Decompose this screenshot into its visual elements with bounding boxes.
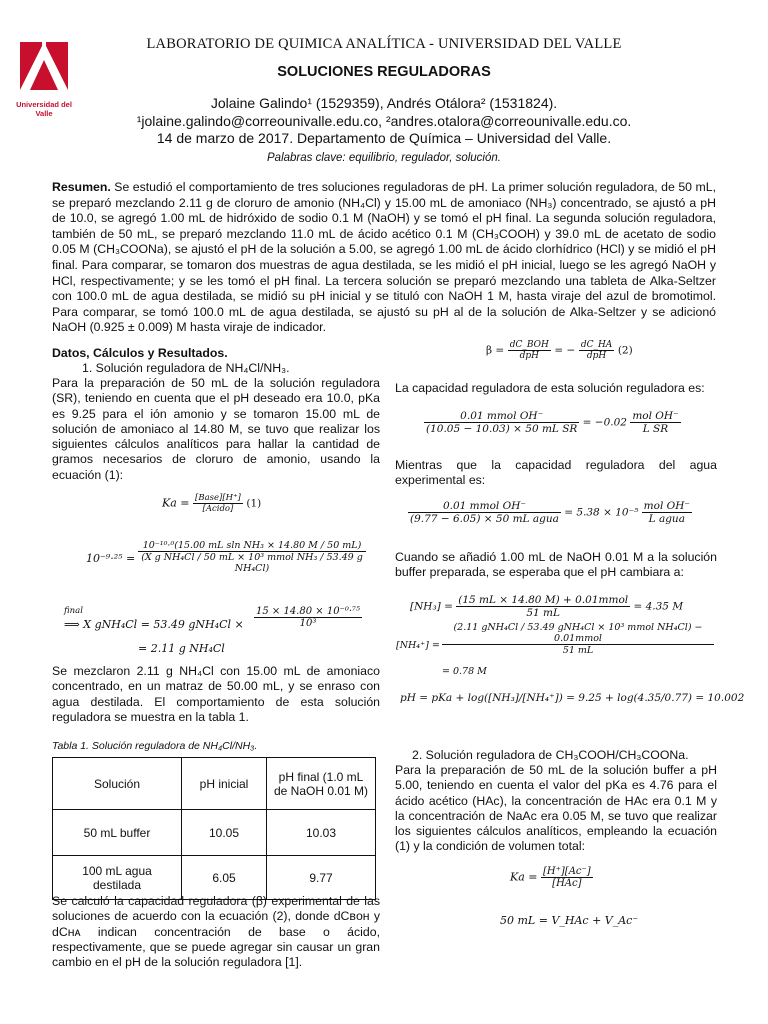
abstract-label: Resumen. <box>52 180 111 194</box>
equation-1 <box>162 493 261 514</box>
eqB-denominator: (9.77 − 6.05) × 50 mL agua <box>410 513 559 525</box>
equation-a <box>424 410 681 435</box>
eqD-lhs: [NH₄⁺] = <box>396 640 440 651</box>
equation-g: 50 mL = V_HAc + V_Ac⁻ <box>500 914 639 927</box>
beta-tag: (2) <box>617 344 633 357</box>
table-cell: 10.05 <box>182 810 267 856</box>
table-cell: 10.03 <box>267 810 376 856</box>
beta-num1: dC_BOH <box>509 340 549 350</box>
table-row <box>53 856 376 900</box>
eq3-denominator: 10³ <box>299 618 317 629</box>
logo-caption: Universidad del Valle <box>16 100 72 118</box>
equation-c <box>410 594 683 619</box>
eqB-mid: = 5.38 × 10⁻⁵ <box>564 506 639 519</box>
eq2-lhs: 10⁻⁹·²⁵ = <box>86 552 136 565</box>
table-row <box>53 810 376 856</box>
right-paragraph-1: La capacidad reguladora de esta solución reguladora es: <box>395 381 705 395</box>
eqB-unit-denominator: L agua <box>648 513 685 525</box>
left-paragraph-3: Se calculó la capacidad reguladora (β) experimental de las soluciones de acuerdo con la ecuación (2), donde dCʙᴏʜ y dCʜᴀ indican concentración de base o ácido, respectivamente, que se puede agregar sin causar un gran cambio en el pH de la solución reguladora [1]. <box>52 894 380 970</box>
eqD-result: = 0.78 M <box>442 666 487 677</box>
eq1-lhs: Ka = <box>162 496 190 510</box>
eqA-mid: = −0.02 <box>582 416 627 429</box>
right-paragraph-2: Mientras que la capacidad reguladora del agua experimental es: <box>395 458 717 488</box>
table-cell: 100 mL agua destilada <box>53 856 182 900</box>
eqA-unit-numerator: mol OH⁻ <box>632 410 679 422</box>
table-cell: 9.77 <box>267 856 376 900</box>
lab-heading: LABORATORIO DE QUIMICA ANALÍTICA - UNIVERSIDAD DEL VALLE <box>146 36 622 52</box>
paper-title: SOLUCIONES REGULADORAS <box>277 64 491 80</box>
equation-beta <box>486 340 633 361</box>
eqC-result: = 4.35 M <box>633 600 684 613</box>
eqA-denominator: (10.05 − 10.03) × 50 mL SR <box>426 423 578 435</box>
eq2-numerator: 10⁻¹⁰·⁰(15.00 mL sln NH₃ × 14.80 M / 50 mL) <box>138 540 366 552</box>
table-header-cell: Solución <box>53 758 182 810</box>
section-heading: Datos, Cálculos y Resultados. <box>52 346 228 360</box>
date-line: 14 de marzo de 2017. Departamento de Química – Universidad del Valle. <box>156 130 612 146</box>
table-cell: 50 mL buffer <box>53 810 182 856</box>
eq2-denominator: (X g NH₄Cl / 50 mL × 10³ mmol NH₃ / 53.49 g NH₄Cl) <box>141 552 363 574</box>
eqF-numerator: [H⁺][Ac⁻] <box>543 866 591 877</box>
abstract <box>52 180 716 336</box>
eqB-unit-numerator: mol OH⁻ <box>643 500 690 512</box>
left-paragraph-2: Se mezclaron 2.11 g NH₄Cl con 15.00 mL de amoniaco concentrado, en un matraz de 50.00 mL, y se enraso con agua destilada. El comportamiento de esta solución reguladora se muestra en la tabla 1. <box>52 664 380 724</box>
emails-line: ¹jolaine.galindo@correounivalle.edu.co, ²andres.otalora@correounivalle.edu.co. <box>136 113 632 129</box>
eqD-denominator: 51 mL <box>562 645 594 656</box>
eq3-line1: ⟹ X gNH₄Cl = 53.49 gNH₄Cl × <box>64 618 244 631</box>
right-paragraph-3: Cuando se añadió 1.00 mL de NaOH 0.01 M a la solución buffer preparada, se esperaba que el pH cambiara a: <box>395 550 717 580</box>
eq3-numerator: 15 × 14.80 × 10⁻⁰·⁷⁵ <box>256 606 361 617</box>
beta-mid: = − <box>554 344 576 357</box>
beta-num2: dC_HA <box>580 340 613 350</box>
eq3-line2: = 2.11 g NH₄Cl <box>138 642 225 655</box>
eq1-tag: (1) <box>246 497 262 510</box>
table-header-cell: pH final (1.0 mL de NaOH 0.01 M) <box>267 758 376 810</box>
eq1-denominator: [Ácido] <box>202 504 234 514</box>
table-1-caption: Tabla 1. Solución reguladora de NH₄Cl/NH₃. <box>52 740 258 752</box>
table-1 <box>52 757 376 900</box>
eqA-numerator: 0.01 mmol OH⁻ <box>424 410 579 423</box>
item-2-heading: 2. Solución reguladora de CH₃COOH/CH₃COONa. <box>412 748 689 762</box>
eqD-numerator: (2.11 gNH₄Cl / 53.49 gNH₄Cl × 10³ mmol NH₄Cl) − 0.01mmol <box>442 622 714 645</box>
equation-e: pH = pKa + log([NH₃]/[NH₄⁺]) = 9.25 + log(4.35/0.77) = 10.002 <box>400 692 745 704</box>
beta-den1: dpH <box>519 351 539 361</box>
eqF-lhs: Ka = <box>510 870 538 884</box>
eqC-denominator: 51 mL <box>526 607 560 619</box>
eqC-numerator: (15 mL × 14.80 M) + 0.01mmol <box>458 594 629 606</box>
table-header-row <box>53 758 376 810</box>
right-paragraph-4: Para la preparación de 50 mL de la solución buffer a pH 5.00, teniendo en cuenta el valor del pKa es 4.76 para el ácido acético (HAc), la concentración de HAc era 0.1 M y la concentración de NaAc era 0.05 M, se tuvo que realizar los siguientes cálculos analíticos, empleando la ecuación (1) y la condición de volumen total: <box>395 763 717 854</box>
authors-line: Jolaine Galindo¹ (1529359), Andrés Otálora² (1531824). <box>210 95 558 111</box>
beta-lhs: β = <box>486 344 505 357</box>
beta-den2: dpH <box>586 351 607 361</box>
table-header-cell: pH inicial <box>182 758 267 810</box>
keywords-line: Palabras clave: equilibrio, regulador, solución. <box>267 152 501 164</box>
eqB-numerator: 0.01 mmol OH⁻ <box>408 500 561 513</box>
item-1-heading: 1. Solución reguladora de NH₄Cl/NH₃. <box>82 361 290 375</box>
eqF-denominator: [HAc] <box>552 878 582 889</box>
eq1-numerator: [Base][H⁺] <box>195 493 241 503</box>
eqC-lhs: [NH₃] = <box>410 600 453 613</box>
table-cell: 6.05 <box>182 856 267 900</box>
eq3-label: final <box>64 606 83 616</box>
abstract-text: Se estudió el comportamiento de tres soluciones reguladoras de pH. La primer solución reguladora, de 50 mL, se preparó mezclando 2.11 g de cloruro de amonio (NH₄Cl) y 15.00 mL de amoniaco (NH₃) concentrado, se ajustó a pH de 10.0, se agregó 1.00 mL de hidróxido de sodio 0.1 M (NaOH) y se tomó el pH final. La segunda solución reguladora, también de 50 mL, se preparó mezclando 11.0 mL de ácido acético 0.1 M (CH₃COOH) y 39.0 mL de acetato de sodio 0.05 M (CH₃COONa), se ajustó el pH de la solución a 5.00, se agregó 1.00 mL de ácido clorhídrico (HCl) y se midió el pH final. Para comparar, se tomaron dos muestras de agua destilada, se les midió el pH inicial, luego se les agregó NaOH y HCl, respectivamente; y se les tomó el pH final. La tercera solución se preparó mezclando una tableta de Alka-Seltzer con 100.0 mL de agua destilada, se midió su pH inicial y se tituló con NaOH 1 M, hasta viraje del azul de bromotimol. Para comparar, se tomó 100.0 mL de agua destilada, se ajustó su pH al de la solución de Alka-Seltzer y se adicionó NaOH (0.925 ± 0.009) M hasta viraje de indicador. <box>52 180 716 335</box>
left-paragraph-1: Para la preparación de 50 mL de la solución reguladora (SR), teniendo en cuenta que el pH deseado era 10.0, pKa es 9.25 para el ión amonio y se tomaron 15.00 mL de solución de amoniaco al 14.80 M, se tuvo que realizar los siguientes cálculos analíticos para hallar la cantidad de gramos necesarios de cloruro de amonio, usando la ecuación (1): <box>52 376 380 482</box>
equation-f <box>510 866 593 889</box>
equation-b <box>408 500 692 525</box>
eqA-unit-denominator: L SR <box>642 423 669 435</box>
